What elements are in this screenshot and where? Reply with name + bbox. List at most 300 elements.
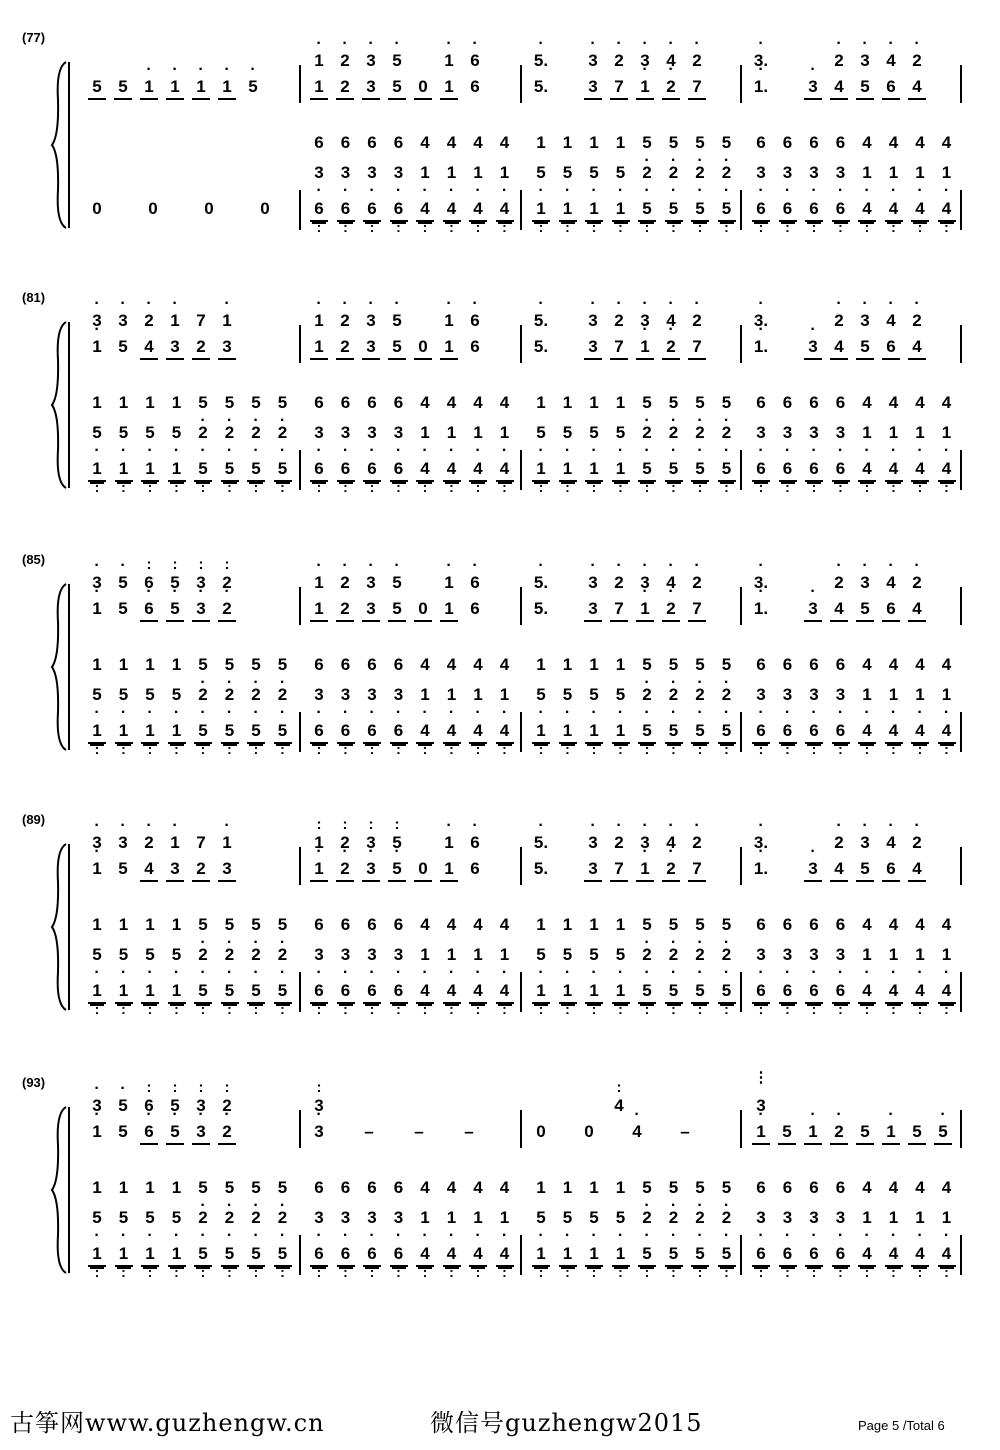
note: · 4 (882, 50, 900, 72)
note: 1 (589, 655, 599, 674)
note: 1 : (559, 458, 577, 482)
note: 6 (835, 655, 846, 674)
note: : 3 (192, 572, 210, 594)
note: 1 · (443, 944, 461, 966)
bass-mid-row (0, 1207, 1000, 1231)
note: 5 (856, 858, 874, 882)
note: 1 · (885, 1207, 903, 1229)
note: · 2 (830, 50, 848, 72)
note: 5 · (691, 654, 709, 676)
note: 5 : (638, 458, 656, 482)
note: 1 (118, 1178, 129, 1197)
note: 1 · (443, 162, 461, 184)
note: 4 : (938, 720, 956, 744)
note: – (364, 1122, 374, 1141)
note: : 2 (218, 572, 236, 594)
note: 5 · (88, 684, 106, 706)
note: 1 (615, 393, 626, 412)
note: · 3 (192, 598, 210, 622)
note: 6 : (805, 1243, 823, 1267)
note: 4 (908, 76, 926, 100)
note: · 3 (584, 572, 602, 594)
note: 5 (856, 1121, 874, 1145)
note: 5 : (665, 1243, 683, 1267)
note: 3 · (752, 944, 770, 966)
bass-mid-row (0, 684, 1000, 708)
note: 7 (688, 858, 706, 882)
note: 4 : (496, 1243, 514, 1267)
note: · 5 (388, 50, 406, 72)
note: 6 : (390, 458, 408, 482)
note: 6 : (337, 980, 355, 1004)
note: 6 : (752, 720, 770, 744)
note: 5 : (194, 720, 212, 744)
note: 4 : (911, 980, 929, 1004)
note: · 2 (662, 76, 680, 100)
note: 7 (688, 76, 706, 100)
note: 3 · (832, 684, 850, 706)
note: 2 · (665, 684, 683, 706)
note: 1 · (496, 422, 514, 444)
note: 4 (915, 133, 925, 152)
note: 1 (118, 393, 129, 412)
note: 1 · (496, 684, 514, 706)
note: 2 · (247, 422, 265, 444)
note: · 3 (856, 50, 874, 72)
note: 3 · (363, 684, 381, 706)
note: 2 · (247, 1207, 265, 1229)
note: 2 (192, 336, 210, 360)
note: 4 : (938, 1243, 956, 1267)
note: 0 (414, 336, 432, 360)
note: 7 (196, 311, 206, 330)
note: 5 · (88, 1207, 106, 1229)
measure-number: (93) (22, 1075, 46, 1090)
note: 3 (362, 76, 380, 100)
note: 3 (362, 336, 380, 360)
note: 1 · (938, 422, 956, 444)
note: 5 · (638, 392, 656, 414)
note: 5 : (247, 1243, 265, 1267)
note: 5 (118, 1122, 128, 1141)
note: 5 : (247, 720, 265, 744)
note: 2 · (691, 162, 709, 184)
note (558, 1095, 576, 1117)
note: 6 (393, 655, 404, 674)
note: 6 (809, 655, 819, 674)
note: 3 · (310, 684, 328, 706)
note: 1 : (88, 1243, 106, 1267)
note: · 4 (662, 310, 680, 332)
note: 5 (114, 76, 132, 100)
note: 2 · (194, 684, 212, 706)
note: 1 : (612, 458, 630, 482)
note: · 1. (752, 858, 770, 880)
note: 5 · (532, 1207, 550, 1229)
note: 0 (536, 1122, 546, 1141)
note: 1 · (858, 162, 876, 184)
note: : 6 (140, 572, 158, 594)
note: · 5 (166, 1121, 184, 1145)
measure-number: (77) (22, 30, 46, 45)
note: 6 (882, 858, 900, 882)
note: 7 (688, 336, 706, 360)
note: 2 · (691, 684, 709, 706)
note: 1 (589, 393, 599, 412)
note: 5 : (194, 458, 212, 482)
note: 5 · (141, 422, 159, 444)
note: 6 (367, 655, 377, 674)
note: 4 (888, 1178, 899, 1197)
note: : 5 (388, 832, 406, 854)
note: 6 : (337, 458, 355, 482)
note: 6 (340, 1178, 351, 1197)
note: 5 · (559, 684, 577, 706)
note: 1 (615, 1178, 626, 1197)
note: 3 · (832, 944, 850, 966)
note: 4 (420, 1178, 430, 1197)
note: : 5 (166, 1095, 184, 1117)
note: 6 : (752, 980, 770, 1004)
note: 4 : (443, 458, 461, 482)
note: 1 (562, 133, 573, 152)
note: 1 (589, 1178, 599, 1197)
note: 3 (218, 336, 236, 360)
note: 6 : (832, 720, 850, 744)
note: 5 : (221, 458, 239, 482)
note: · 6 (466, 572, 484, 594)
note: 2 · (665, 422, 683, 444)
note: 7 (610, 598, 628, 622)
bass-low-row (0, 980, 1000, 1004)
note: 3 · (805, 684, 823, 706)
note: 4 : (416, 1243, 434, 1267)
note: 4 (446, 133, 457, 152)
note: · 2 (908, 832, 926, 854)
note: 1 : (612, 198, 630, 222)
note: 5 · (718, 1177, 736, 1199)
note: 5 · (612, 944, 630, 966)
note: 7 (610, 336, 628, 360)
note: 5 · (274, 392, 292, 414)
note: 6 : (832, 980, 850, 1004)
note: 1 (171, 915, 182, 934)
note: 6 (782, 915, 793, 934)
note: 4 (420, 915, 430, 934)
note: 3 · (832, 1207, 850, 1229)
note: 4 (862, 655, 872, 674)
note: · 2 (662, 598, 680, 622)
note: 5 · (532, 684, 550, 706)
note: · 3. (752, 310, 770, 332)
note: · 6 (466, 50, 484, 72)
note: 1 : (168, 720, 186, 744)
note: 6 (470, 337, 480, 356)
note: 4 : (858, 1243, 876, 1267)
note: 0 (204, 199, 214, 218)
note: 1 · (911, 1207, 929, 1229)
note: 6 : (310, 980, 328, 1004)
note: 5. (533, 77, 549, 96)
note: · 2 (908, 50, 926, 72)
note: 5 : (221, 1243, 239, 1267)
note: 4 (473, 1178, 483, 1197)
note: 1 : (532, 458, 550, 482)
note: 5 · (88, 944, 106, 966)
note: 7 (610, 858, 628, 882)
treble-row (0, 858, 1000, 882)
note: 4 : (858, 458, 876, 482)
note: · 1 (218, 832, 236, 854)
note: 1 · (443, 1207, 461, 1229)
note: 6 (314, 655, 324, 674)
note: · 1 (166, 76, 184, 100)
note: 0 (414, 598, 432, 622)
note (778, 50, 796, 72)
note: 5 · (141, 1207, 159, 1229)
note: 1 (118, 915, 129, 934)
note: 5 : (247, 980, 265, 1004)
note: 1 · (416, 1207, 434, 1229)
note: · 2 (688, 310, 706, 332)
note: · 4 (882, 572, 900, 594)
note: 5 · (585, 684, 603, 706)
note: 5 · (115, 422, 133, 444)
note: · 3. (752, 832, 770, 854)
note: 6 (470, 859, 480, 878)
note: 1 (171, 1178, 182, 1197)
treble-row (0, 76, 1000, 100)
note: 2 · (691, 1207, 709, 1229)
note: 2 · (221, 944, 239, 966)
note: 4 (830, 858, 848, 882)
note: ⋮ 3 (752, 1095, 770, 1117)
note: 5 · (221, 914, 239, 936)
note: 4 : (858, 980, 876, 1004)
note: · 5 (244, 76, 262, 98)
note: 5 · (559, 944, 577, 966)
note: 5. (533, 337, 549, 356)
note: 3 (166, 858, 184, 882)
note: 4 : (938, 458, 956, 482)
note: 1 · (911, 422, 929, 444)
note: 4 (888, 133, 899, 152)
note: 4 (941, 393, 952, 412)
note: 1 (310, 76, 328, 100)
note: 1 · (885, 684, 903, 706)
note: 5 · (221, 1177, 239, 1199)
note: 5 · (718, 914, 736, 936)
note: 1 (310, 598, 328, 622)
note: 5. (533, 859, 549, 878)
note: 6 : (752, 198, 770, 222)
note: 6 (756, 655, 766, 674)
note: 6 : (310, 198, 328, 222)
note: · 5 (166, 598, 184, 622)
note: 2 · (274, 1207, 292, 1229)
note: : 3 (192, 1095, 210, 1117)
note: · 2 (610, 310, 628, 332)
note: 2 · (665, 944, 683, 966)
site-watermark: 古筝网www.guzhengw.cn (10, 1409, 325, 1437)
note: 4 (862, 133, 872, 152)
note: 4 : (938, 980, 956, 1004)
note: 5 : (221, 720, 239, 744)
note: 4 (862, 393, 872, 412)
note: 5 · (612, 684, 630, 706)
note: · 2 (336, 858, 354, 882)
note: 1 · (858, 422, 876, 444)
note: 3 · (337, 684, 355, 706)
note: 6 (782, 1178, 793, 1197)
note: 1 : (559, 1243, 577, 1267)
note: · 2 (688, 572, 706, 594)
note: 5 · (168, 422, 186, 444)
note (414, 832, 432, 854)
note (558, 598, 576, 620)
note: 3 (362, 598, 380, 622)
note: 6 : (805, 720, 823, 744)
note: 4 : (885, 980, 903, 1004)
note: 1 : (141, 720, 159, 744)
note: 2 · (691, 944, 709, 966)
note: 5 · (274, 1177, 292, 1199)
note: 6 (340, 655, 351, 674)
note: · 2 (908, 572, 926, 594)
note (414, 310, 432, 332)
note: 4 : (885, 1243, 903, 1267)
note: 4 (499, 1178, 510, 1197)
note: 5 (856, 598, 874, 622)
note: 1 (536, 133, 546, 152)
note (778, 598, 796, 620)
note: 4 (830, 76, 848, 100)
note: 6 (756, 393, 766, 412)
note: 3 · (390, 162, 408, 184)
note: 2 (192, 858, 210, 882)
note: 3 · (752, 1207, 770, 1229)
note: 3 · (310, 422, 328, 444)
note: 4 (888, 655, 899, 674)
note: · 3 (88, 1095, 106, 1117)
note: · 3 (856, 832, 874, 854)
bass-low-row (0, 198, 1000, 222)
note: · 3 (88, 310, 106, 332)
score-system (0, 552, 1000, 752)
note: 6 : (363, 198, 381, 222)
note: 1 : (115, 458, 133, 482)
note: 5 : (665, 198, 683, 222)
note: 5 · (691, 1177, 709, 1199)
note: · 3 (362, 50, 380, 72)
note: · 5. (532, 50, 550, 72)
note: 3 · (779, 684, 797, 706)
note: 1 (92, 1178, 102, 1197)
note: 5 · (274, 654, 292, 676)
note: · 5 (114, 572, 132, 594)
note: 1 : (115, 980, 133, 1004)
note: 6 : (363, 458, 381, 482)
note: 1 · (938, 684, 956, 706)
note: 1 (118, 655, 129, 674)
note: · 5. (532, 310, 550, 332)
note: 5 (908, 1121, 926, 1145)
note: 5 · (88, 422, 106, 444)
note: 6 (367, 915, 377, 934)
note: 5 · (665, 654, 683, 676)
note: 5 : (691, 980, 709, 1004)
bass-low-row (0, 458, 1000, 482)
note: · 4 (662, 572, 680, 594)
note: 5 : (665, 980, 683, 1004)
note: 5 · (221, 392, 239, 414)
note: 4 (140, 858, 158, 882)
note: · 5 (388, 572, 406, 594)
note: · 1 (218, 76, 236, 100)
note: 6 : (337, 1243, 355, 1267)
note: 1 : (585, 198, 603, 222)
note: · 1 (166, 832, 184, 854)
note: 4 (941, 915, 952, 934)
note: – (464, 1122, 474, 1141)
note: 1 · (469, 162, 487, 184)
note: · 3 (636, 832, 654, 854)
note: 2 · (247, 684, 265, 706)
note: 4 (473, 655, 483, 674)
note: 5 (856, 336, 874, 360)
note: 1 (536, 915, 546, 934)
note: 2 · (638, 162, 656, 184)
note: · 3 (804, 598, 822, 622)
note: · 3 (804, 336, 822, 360)
note: 1 (589, 915, 599, 934)
note: 5 : (638, 198, 656, 222)
note: 6 : (752, 458, 770, 482)
note: 5 (388, 336, 406, 360)
note: 6 (393, 133, 404, 152)
note: 5 (118, 859, 128, 878)
note: 3 · (337, 422, 355, 444)
note: 4 (915, 393, 925, 412)
note: 5 (88, 76, 106, 100)
note: 2 · (665, 162, 683, 184)
note: 3 · (363, 944, 381, 966)
note: · 2 (830, 1121, 848, 1145)
note: · 3 (856, 572, 874, 594)
note: 5 · (194, 392, 212, 414)
note: 4 : (469, 980, 487, 1004)
note: 3 · (779, 162, 797, 184)
note: 5 : (638, 720, 656, 744)
note: 6 (314, 393, 324, 412)
note: 5 : (247, 458, 265, 482)
note (778, 832, 796, 854)
note: · 3 (362, 858, 380, 882)
note: 1 : (585, 980, 603, 1004)
note: 1 (92, 393, 102, 412)
note: 4 : (416, 980, 434, 1004)
note: 4 : (416, 458, 434, 482)
note: · 3. (752, 50, 770, 72)
note: 4 (446, 393, 457, 412)
page-indicator: Page 5 /Total 6 (858, 1418, 945, 1433)
note: · 3. (752, 572, 770, 594)
note: 3 (584, 858, 602, 882)
note: · 1 (752, 1121, 770, 1145)
note: 5 · (274, 914, 292, 936)
note: 5 · (691, 392, 709, 414)
note: 1 · (911, 944, 929, 966)
